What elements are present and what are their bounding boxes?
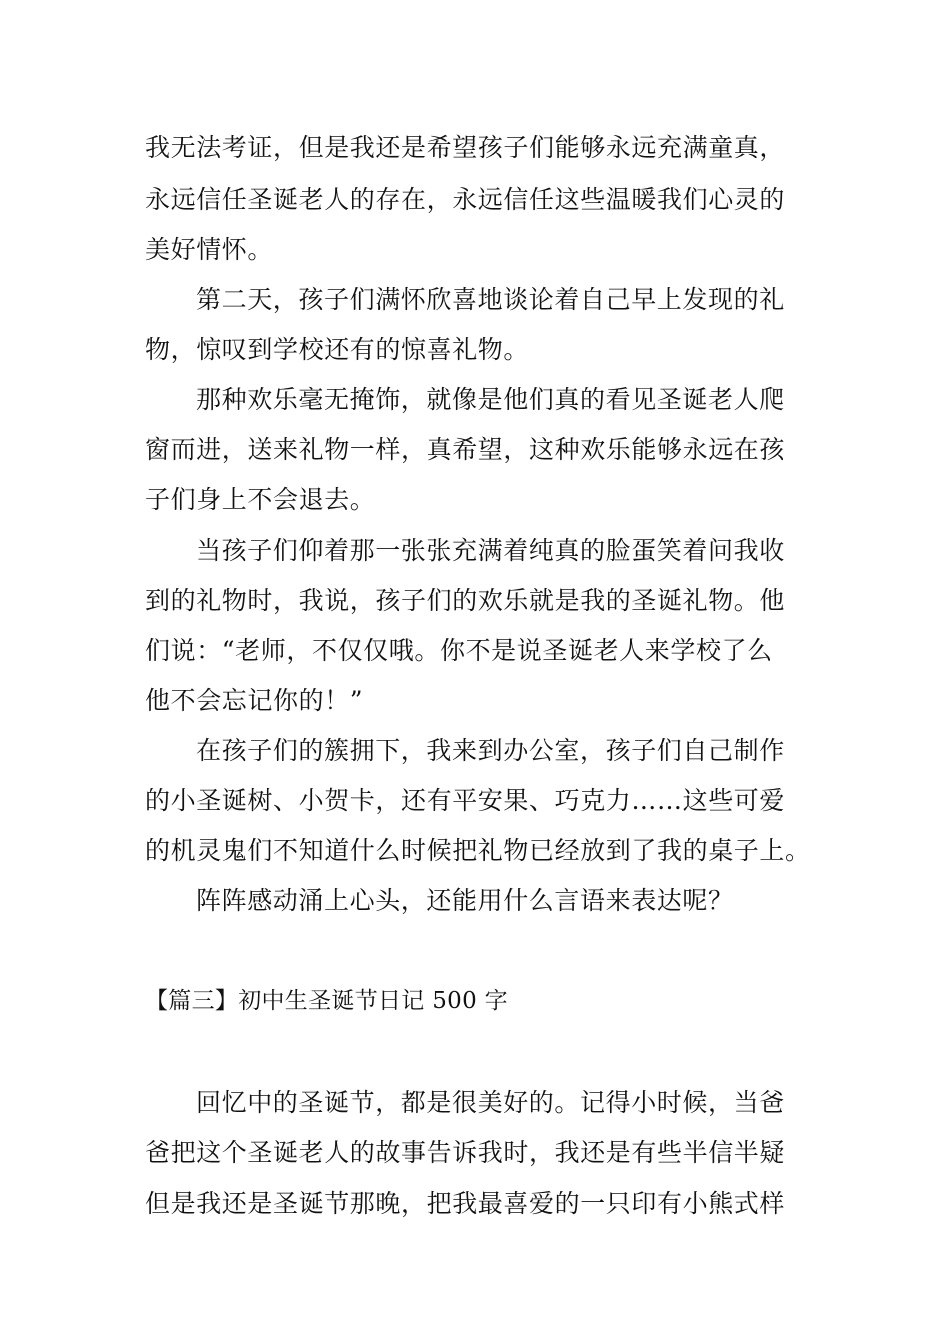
paragraph-3-line-3: 子们身上不会退去。 — [145, 485, 376, 514]
paragraph-4-line-2: 到的礼物时，我说，孩子们的欢乐就是我的圣诞礼物。他 — [145, 586, 786, 615]
paragraph-4-line-4: 他不会忘记你的！” — [145, 686, 364, 715]
paragraph-1-line-1: 我无法考证，但是我还是希望孩子们能够永远充满童真， — [145, 133, 786, 162]
paragraph-3-line-1: 那种欢乐毫无掩饰，就像是他们真的看见圣诞老人爬 — [196, 385, 785, 414]
section-paragraph-line-2: 爸把这个圣诞老人的故事告诉我时，我还是有些半信半疑 — [145, 1138, 786, 1167]
paragraph-5-line-3: 的机灵鬼们不知道什么时候把礼物已经放到了我的桌子上。 — [145, 836, 811, 865]
paragraph-6-line-1: 阵阵感动涌上心头，还能用什么言语来表达呢？ — [196, 886, 734, 915]
section-paragraph-line-1: 回忆中的圣诞节，都是很美好的。记得小时候，当爸 — [196, 1088, 785, 1117]
paragraph-3-line-2: 窗而进，送来礼物一样，真希望，这种欢乐能够永远在孩 — [145, 435, 786, 464]
paragraph-2-line-2: 物，惊叹到学校还有的惊喜礼物。 — [145, 335, 530, 364]
paragraph-1-line-2: 永远信任圣诞老人的存在，永远信任这些温暖我们心灵的 — [145, 185, 786, 214]
section-heading: 【篇三】初中生圣诞节日记 500 字 — [145, 988, 508, 1014]
paragraph-4-line-1: 当孩子们仰着那一张张充满着纯真的脸蛋笑着问我收 — [196, 536, 785, 565]
paragraph-4-line-3: 们说：“老师，不仅仅哦。你不是说圣诞老人来学校了么 — [145, 636, 773, 665]
paragraph-2-line-1: 第二天，孩子们满怀欣喜地谈论着自己早上发现的礼 — [196, 285, 785, 314]
paragraph-1-line-3: 美好情怀。 — [145, 235, 274, 264]
section-paragraph-line-3: 但是我还是圣诞节那晚，把我最喜爱的一只印有小熊式样 — [145, 1189, 786, 1218]
paragraph-5-line-1: 在孩子们的簇拥下，我来到办公室，孩子们自己制作 — [196, 736, 785, 765]
paragraph-5-line-2: 的小圣诞树、小贺卡，还有平安果、巧克力……这些可爱 — [145, 786, 786, 815]
